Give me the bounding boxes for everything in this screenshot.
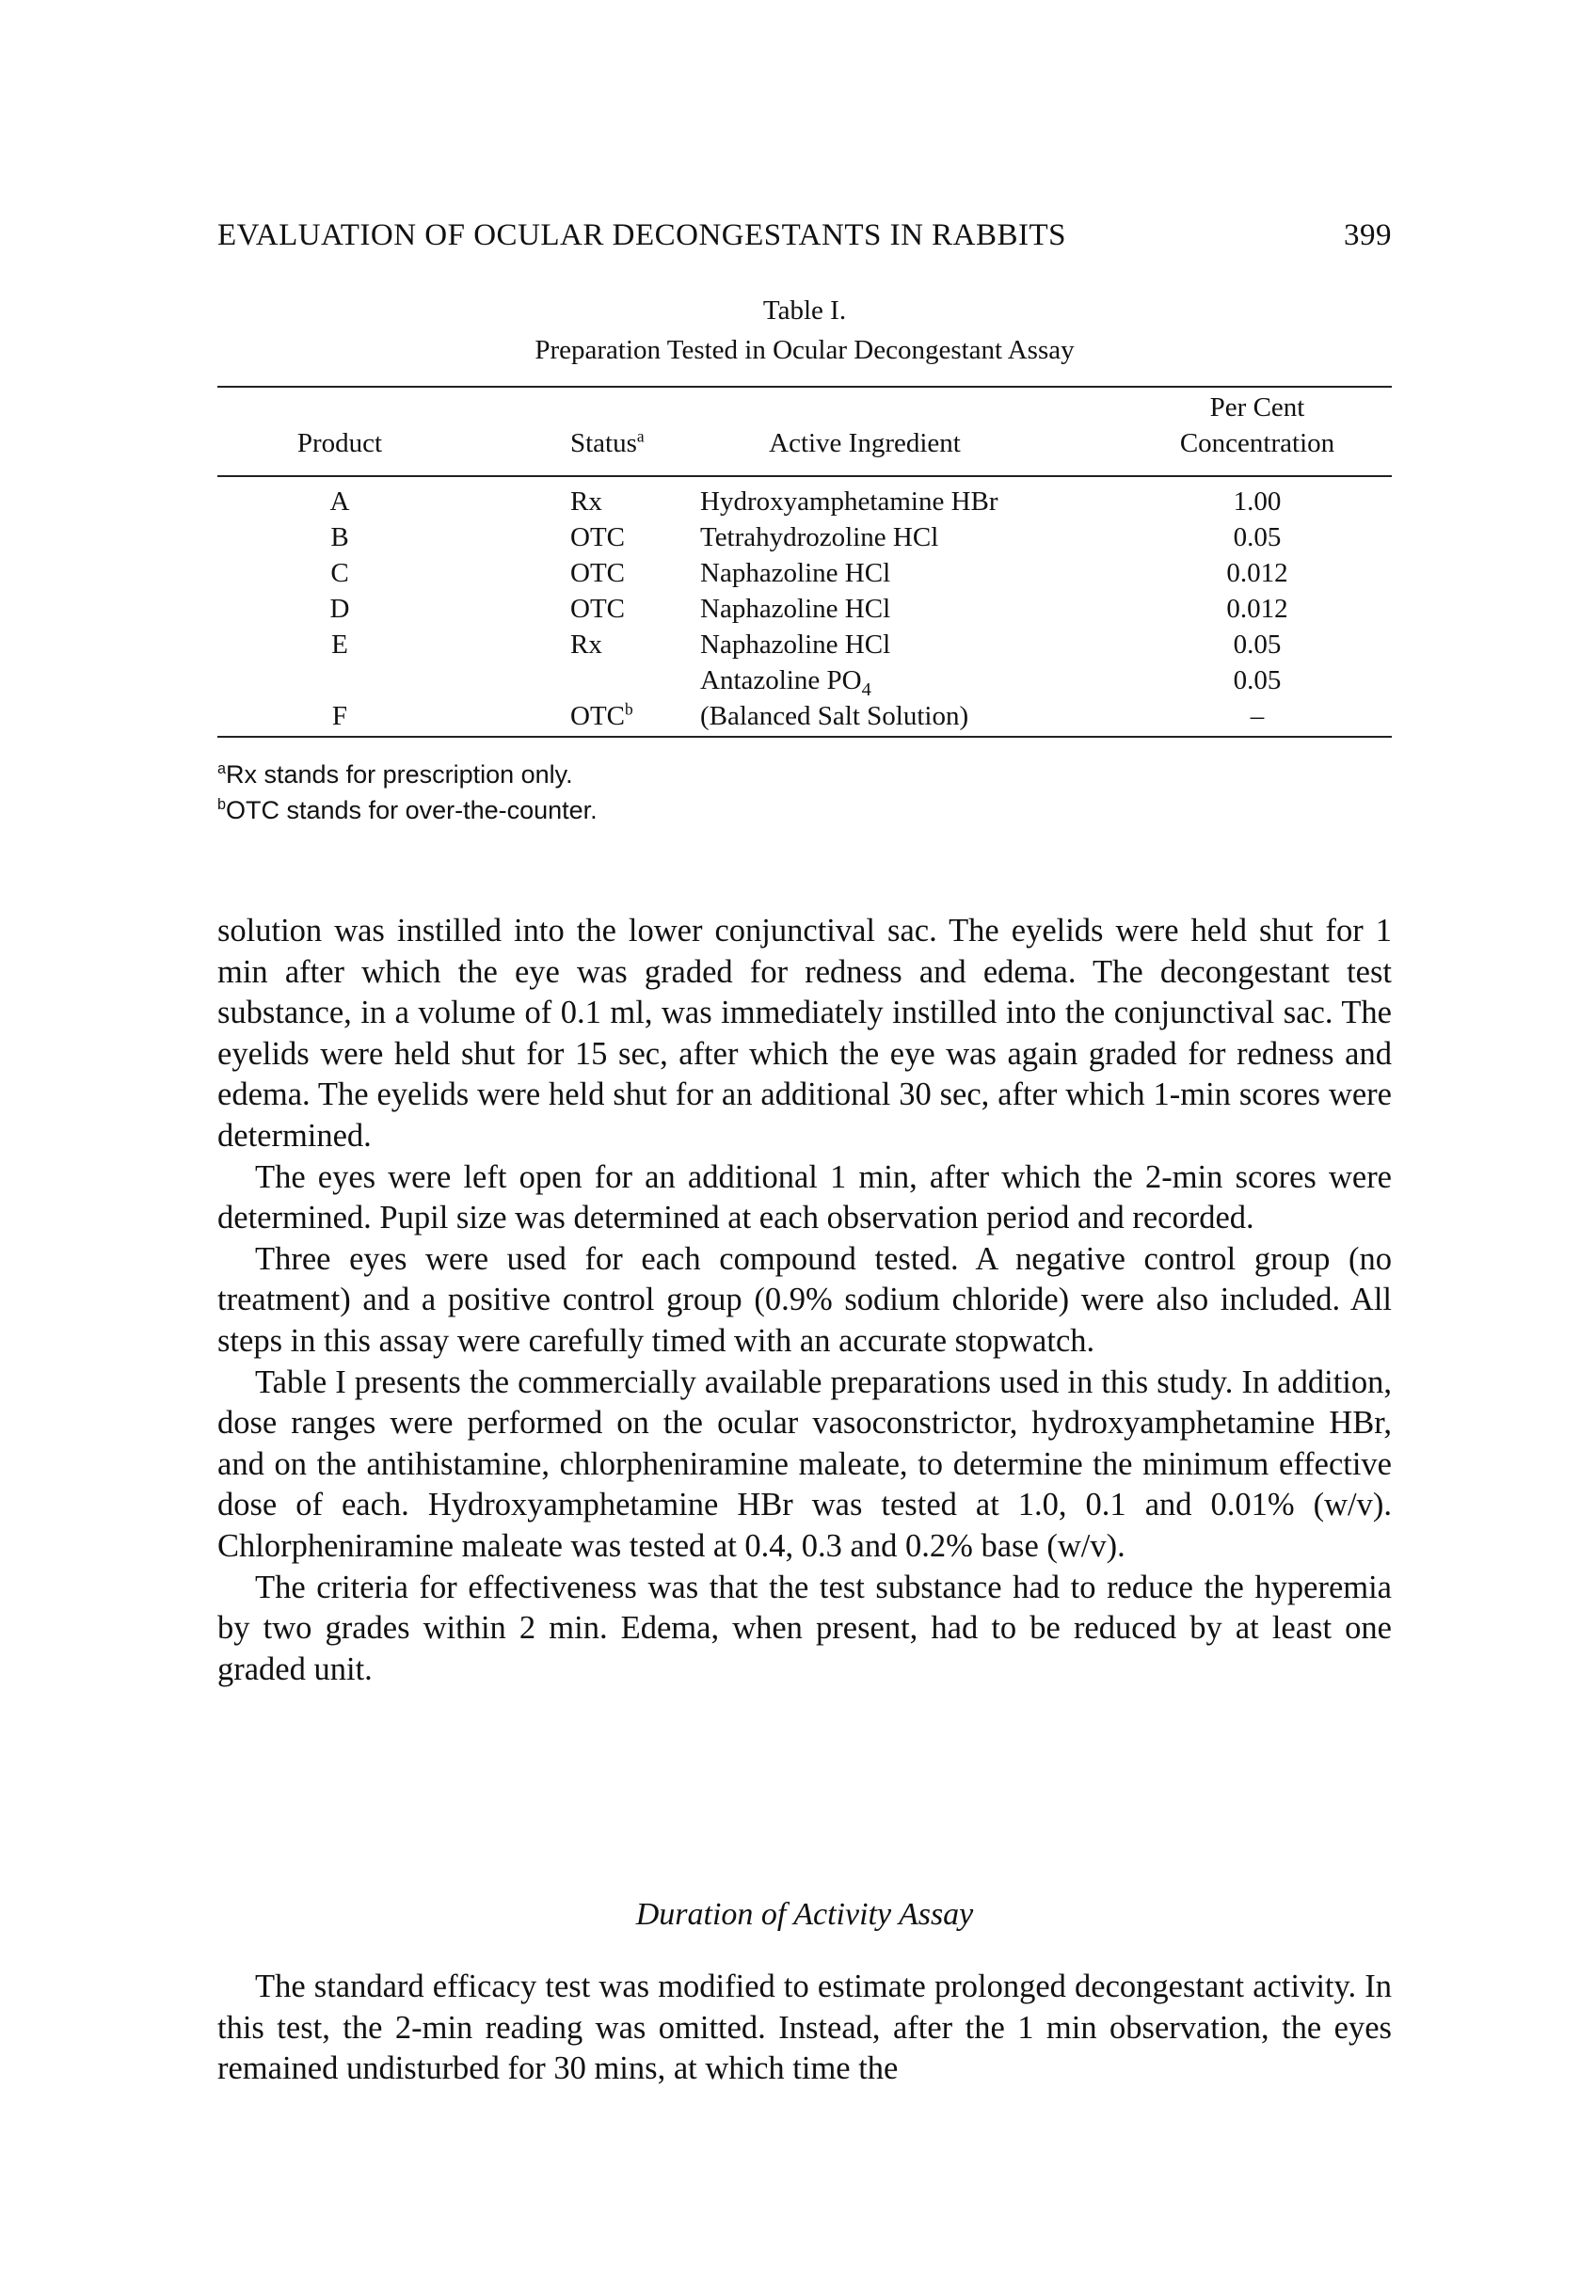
status-footnote-mark: b — [625, 699, 633, 719]
cell-ingredient-text: Naphazoline HCl — [700, 558, 891, 588]
cell-status — [570, 484, 602, 519]
cell-status-text: OTC — [570, 594, 625, 624]
cell-concentration-text: 0.012 — [1226, 594, 1288, 624]
paragraph: The standard efficacy test was modified to estimate prolonged decongestant activity. In this test, the 2-min reading was omitted. Instead, after the 1 min observation, the eyes remained undisturbed for 30 mins, at which time the — [217, 1969, 1392, 2087]
cell-concentration-text: 0.05 — [1233, 522, 1282, 552]
paragraph: solution was instilled into the lower conjunctival sac. The eyelids were held shut for 1 min after which the eye was graded for redness and edema. The decongestant test substance, in a volume of 0.1 ml, was immediately instilled into the conjunctival sac. The eyelids were held shut for 15 sec, after which the eye was again graded for redness and edema. The eyelids were held shut for an additional 30 sec, after which 1-min scores were determined. — [217, 913, 1392, 1154]
cell-status — [570, 555, 625, 591]
cell-concentration — [1163, 484, 1351, 519]
cell-ingredient — [700, 484, 998, 519]
paragraph: Three eyes were used for each compound tested. A negative control group (no treatment) and a positive control group (0.9% sodium chloride) were also included. All steps in this assay were carefully timed with an accurate stopwatch. — [217, 1240, 1392, 1359]
cell-concentration-text: 0.05 — [1233, 665, 1282, 695]
table-bottom-rule — [217, 736, 1392, 738]
cell-ingredient — [700, 698, 968, 734]
footnote-mark: a — [217, 760, 227, 777]
ingredient-subscript: 4 — [861, 678, 871, 700]
cell-product — [282, 519, 397, 555]
cell-concentration-text: 0.05 — [1233, 630, 1282, 660]
cell-ingredient — [700, 627, 890, 662]
cell-product-text: B — [330, 522, 349, 552]
footnote-b — [217, 796, 598, 825]
paragraph: The criteria for effectiveness was that the test substance had to reduce the hyperemia by two grades within 2 min. Edema, when present, had to be reduced by at least one graded unit. — [217, 1569, 1392, 1687]
body-text — [217, 911, 1392, 1690]
cell-status-text: Rx — [570, 486, 602, 517]
column-header-ingredient: Active Ingredient — [769, 428, 961, 458]
cell-concentration — [1163, 591, 1351, 627]
cell-status-text: OTC — [570, 522, 625, 552]
cell-concentration — [1163, 698, 1351, 734]
cell-ingredient — [700, 662, 871, 698]
column-header-concentration-line2: Concentration — [1179, 428, 1335, 458]
cell-status — [570, 698, 633, 734]
cell-product — [282, 555, 397, 591]
cell-product-text: F — [331, 701, 348, 731]
running-head — [217, 218, 1392, 253]
cell-concentration-text: 1.00 — [1233, 486, 1282, 517]
cell-status — [570, 519, 625, 555]
column-header-status — [570, 425, 645, 461]
cell-product — [282, 591, 397, 627]
cell-ingredient — [700, 591, 890, 627]
footnote-mark: b — [217, 796, 227, 813]
cell-ingredient-text: Tetrahydrozoline HCl — [700, 522, 939, 552]
cell-product-text: A — [329, 486, 350, 517]
cell-ingredient-text: Naphazoline HCl — [700, 630, 891, 660]
column-header-product: Product — [296, 428, 383, 458]
cell-ingredient-text: (Balanced Salt Solution) — [700, 701, 969, 731]
running-head-title: EVALUATION OF OCULAR DECONGESTANTS IN RABBITS — [217, 218, 1067, 252]
cell-ingredient-text: Hydroxyamphetamine HBr — [700, 486, 998, 517]
status-label: Status — [570, 428, 637, 458]
column-header-concentration-line1: Per Cent — [1209, 392, 1305, 423]
cell-ingredient-text: Naphazoline HCl — [700, 594, 891, 624]
cell-product — [282, 484, 397, 519]
cell-product-text: E — [331, 630, 348, 660]
table-top-rule — [217, 386, 1392, 388]
cell-concentration-text: 0.012 — [1226, 558, 1288, 588]
cell-status-text: Rx — [570, 630, 602, 660]
cell-product — [282, 627, 397, 662]
cell-concentration — [1163, 519, 1351, 555]
table-header-rule — [217, 475, 1392, 477]
cell-concentration — [1163, 662, 1351, 698]
cell-product-text: C — [330, 558, 349, 588]
status-footnote-mark: a — [636, 426, 645, 446]
cell-ingredient — [700, 555, 890, 591]
footnote-text: Rx stands for prescription only. — [226, 760, 573, 789]
cell-concentration — [1163, 555, 1351, 591]
cell-ingredient-text: Antazoline PO — [700, 665, 862, 695]
paragraph: Table I presents the commercially available preparations used in this study. In addition, dose ranges were performed on the ocular vasoconstrictor, hydroxyamphetamine HBr, and on the antihistamine, chlorpheniramine maleate, to determine the minimum effective dose of each. Hydroxyamphetamine HBr was tested at 1.0, 0.1 and 0.01% (w/v). Chlorpheniramine maleate was tested at 0.4, 0.3 and 0.2% base (w/v). — [217, 1363, 1392, 1564]
cell-status-text: OTC — [570, 701, 625, 731]
footnote-text: OTC stands for over-the-counter. — [226, 796, 598, 824]
cell-product — [282, 698, 397, 734]
cell-status — [570, 627, 602, 662]
cell-ingredient — [700, 519, 938, 555]
page-number: 399 — [1344, 218, 1392, 252]
cell-status-text: OTC — [570, 558, 625, 588]
paragraph: The eyes were left open for an additional 1 min, after which the 2-min scores were determined. Pupil size was determined at each observation period and recorded. — [217, 1158, 1392, 1236]
footnote-a — [217, 760, 573, 789]
cell-concentration — [1163, 627, 1351, 662]
cell-status — [570, 591, 625, 627]
cell-concentration-text: – — [1250, 701, 1265, 731]
section-heading: Duration of Activity Assay — [635, 1897, 974, 1932]
table-label: Table I. — [762, 295, 847, 326]
cell-product-text: D — [329, 594, 350, 624]
section-body-text — [217, 1967, 1392, 2090]
table-caption: Preparation Tested in Ocular Decongestant Assay — [535, 335, 1075, 365]
